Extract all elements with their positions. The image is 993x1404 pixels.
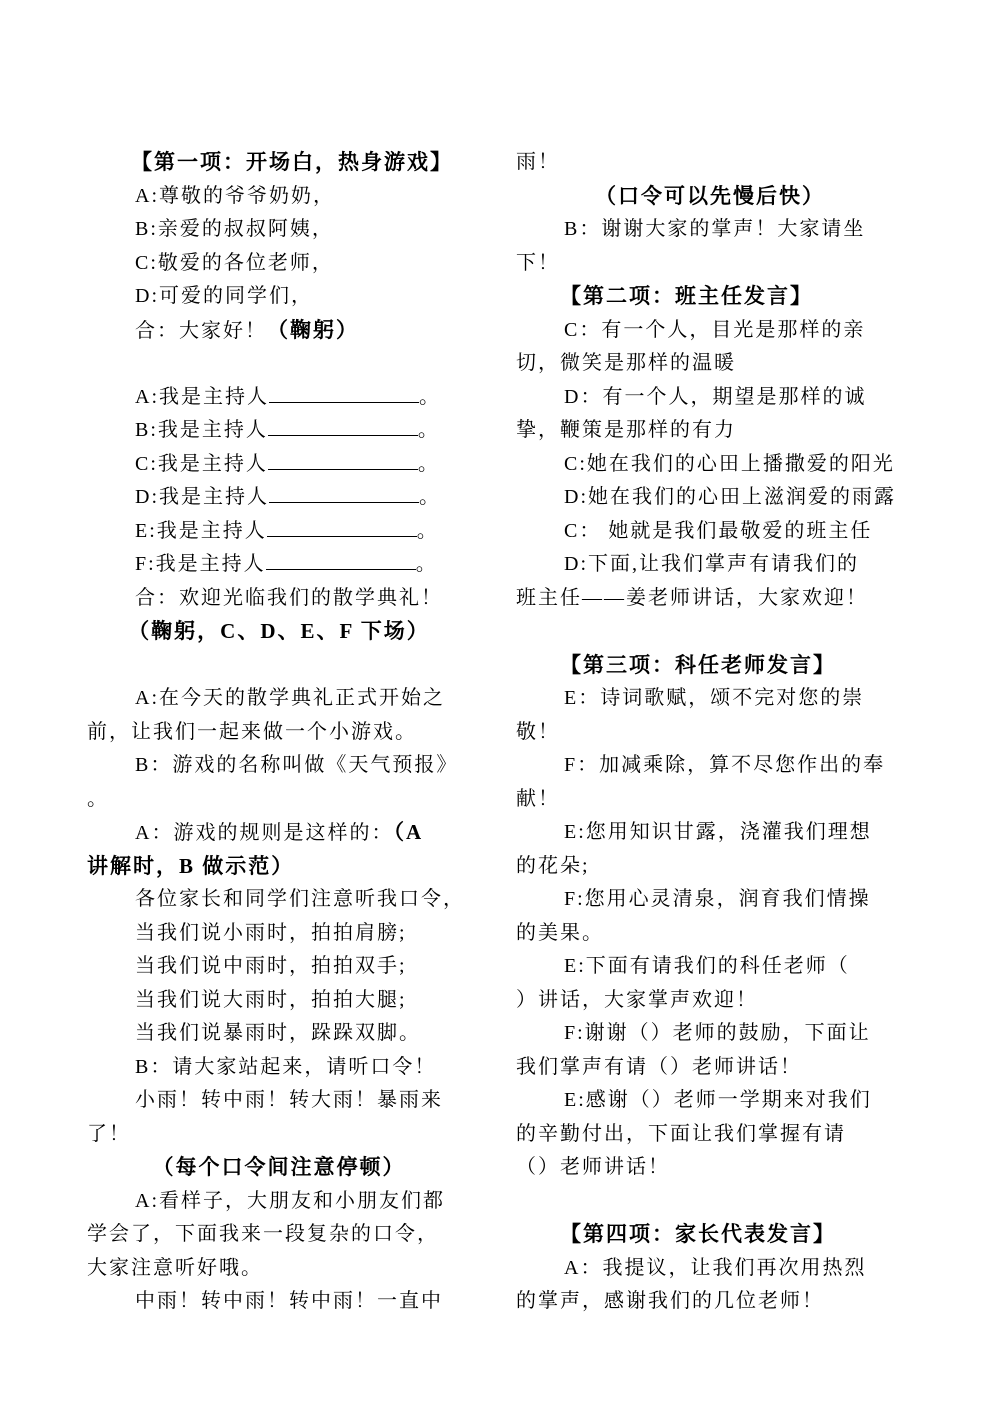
fill-in-blank bbox=[267, 534, 417, 537]
text-line bbox=[87, 180, 471, 214]
text: 小雨！转中雨！转大雨！暴雨来 bbox=[135, 1089, 443, 1111]
text-line bbox=[516, 247, 904, 281]
section-heading bbox=[516, 280, 904, 314]
section-heading bbox=[516, 649, 904, 683]
text-line bbox=[87, 682, 471, 716]
text-line bbox=[87, 1252, 471, 1286]
text: B:我是主持人 bbox=[135, 419, 268, 441]
bold-text: （每个口令间注意停顿） bbox=[152, 1155, 406, 1179]
text-line bbox=[516, 515, 904, 549]
text: B:亲爱的叔叔阿姨， bbox=[135, 218, 334, 240]
section-heading bbox=[516, 1218, 904, 1252]
text-line bbox=[516, 448, 904, 482]
blank-line bbox=[87, 649, 471, 683]
text-line bbox=[516, 1118, 904, 1152]
stage-direction bbox=[87, 1151, 471, 1185]
text-line bbox=[87, 515, 471, 549]
text: D:下面,让我们掌声有请我们的 bbox=[564, 553, 859, 575]
text: A:看样子，大朋友和小朋友们都 bbox=[135, 1189, 445, 1212]
text: 。 bbox=[416, 519, 439, 542]
text: （）老师讲话！ bbox=[516, 1156, 670, 1178]
blank-line bbox=[87, 347, 471, 381]
text-line bbox=[516, 1084, 904, 1118]
text: 挚，鞭策是那样的有力 bbox=[516, 419, 736, 441]
text-line bbox=[87, 213, 471, 247]
fill-in-blank bbox=[269, 500, 419, 503]
text-line bbox=[87, 749, 471, 783]
text: 雨！ bbox=[516, 151, 560, 173]
text-line bbox=[516, 682, 904, 716]
bold-text: 【第四项：家长代表发言】 bbox=[560, 1223, 836, 1246]
text: E:感谢（）老师一学期来对我们 bbox=[564, 1089, 872, 1111]
text: A:尊敬的爷爷奶奶， bbox=[135, 184, 335, 207]
text: 中雨！转中雨！转中雨！一直中 bbox=[135, 1290, 443, 1312]
text-line bbox=[87, 984, 471, 1018]
text-line bbox=[87, 1285, 471, 1319]
text: 。 bbox=[419, 385, 441, 408]
text-line bbox=[516, 381, 904, 415]
text-line bbox=[516, 146, 904, 180]
bold-text: （鞠躬，C、D、E、F 下场） bbox=[128, 619, 430, 643]
text-line bbox=[87, 481, 471, 515]
text: 敬！ bbox=[516, 720, 560, 743]
text: B：谢谢大家的掌声！大家请坐 bbox=[564, 218, 866, 240]
text-line bbox=[516, 917, 904, 951]
text: D：有一个人，期望是那样的诚 bbox=[564, 385, 867, 408]
text: E:我是主持人 bbox=[135, 519, 267, 542]
text-line bbox=[87, 883, 471, 917]
text: C： 她就是我们最敬爱的班主任 bbox=[564, 519, 873, 542]
text: 合：大家好！ bbox=[135, 319, 267, 342]
text-line bbox=[87, 280, 471, 314]
text-line bbox=[87, 1051, 471, 1085]
text: B：请大家站起来，请听口令！ bbox=[135, 1055, 437, 1078]
text-line bbox=[87, 1084, 471, 1118]
text: ）讲话，大家掌声欢迎！ bbox=[516, 988, 758, 1011]
text: C:敬爱的各位老师， bbox=[135, 251, 334, 274]
text: 的掌声，感谢我们的几位老师！ bbox=[516, 1290, 824, 1312]
text: 。 bbox=[417, 452, 440, 475]
text: A:在今天的散学典礼正式开始之 bbox=[135, 687, 445, 709]
text-line bbox=[87, 1017, 471, 1051]
text-line bbox=[87, 816, 471, 850]
text-line bbox=[87, 582, 471, 616]
fill-in-blank bbox=[269, 400, 419, 403]
text-line bbox=[87, 1218, 471, 1252]
bold-text: 【第三项：科任老师发言】 bbox=[560, 653, 836, 677]
text: 。 bbox=[87, 787, 109, 810]
text-line bbox=[516, 783, 904, 817]
text: C:她在我们的心田上播撒爱的阳光 bbox=[564, 452, 895, 475]
text: A：我提议，让我们再次用热烈 bbox=[564, 1256, 867, 1279]
text-line bbox=[87, 1185, 471, 1219]
bold-text: （口令可以先慢后快） bbox=[595, 183, 825, 208]
text-line bbox=[87, 950, 471, 984]
blank-line bbox=[516, 615, 904, 649]
text: 各位家长和同学们注意听我口令， bbox=[135, 888, 465, 910]
bold-text: 讲解时，B 做示范） bbox=[87, 853, 295, 878]
text-line bbox=[87, 314, 471, 348]
text: 的美果。 bbox=[516, 921, 604, 944]
text: D:我是主持人 bbox=[135, 486, 269, 508]
text: 的辛勤付出，下面让我们掌握有请 bbox=[516, 1122, 846, 1145]
text: 的花朵; bbox=[516, 854, 590, 877]
text-line bbox=[516, 213, 904, 247]
text: F:您用心灵清泉，润育我们情操 bbox=[564, 888, 871, 910]
text: 当我们说大雨时，拍拍大腿; bbox=[135, 988, 407, 1011]
text: F：加减乘除，算不尽您作出的奉 bbox=[564, 754, 886, 776]
text-line bbox=[516, 1051, 904, 1085]
text-line bbox=[516, 1285, 904, 1319]
fill-in-blank bbox=[266, 567, 416, 570]
blank-line bbox=[516, 1185, 904, 1219]
bold-text: （鞠躬） bbox=[267, 317, 359, 342]
text: C：有一个人，目光是那样的亲 bbox=[564, 318, 866, 341]
text: 。 bbox=[415, 553, 438, 575]
section-heading bbox=[87, 146, 471, 180]
text: 切，微笑是那样的温暖 bbox=[516, 352, 736, 374]
text-line bbox=[87, 247, 471, 281]
text: E:您用知识甘露，浇灌我们理想 bbox=[564, 821, 872, 843]
text: C:我是主持人 bbox=[135, 452, 268, 475]
text: 当我们说暴雨时，跺跺双脚。 bbox=[135, 1022, 421, 1044]
text-line bbox=[87, 783, 471, 817]
text-line bbox=[87, 448, 471, 482]
text: 。 bbox=[419, 486, 441, 508]
text-line bbox=[516, 314, 904, 348]
text: E:下面有请我们的科任老师（ bbox=[564, 955, 850, 977]
text-line bbox=[516, 548, 904, 582]
text: F:谢谢（）老师的鼓励，下面让 bbox=[564, 1022, 871, 1044]
text: 大家注意听好哦。 bbox=[87, 1256, 263, 1279]
text: D:她在我们的心田上滋润爱的雨露 bbox=[564, 486, 896, 508]
text: 献！ bbox=[516, 787, 560, 810]
text-line bbox=[516, 1252, 904, 1286]
text: 当我们说中雨时，拍拍双手; bbox=[135, 955, 407, 977]
text-line bbox=[516, 481, 904, 515]
text-line bbox=[516, 716, 904, 750]
text: A：游戏的规则是这样的： bbox=[135, 822, 394, 844]
right-column bbox=[516, 146, 904, 1319]
text-line bbox=[87, 1118, 471, 1152]
bold-text: （A bbox=[393, 820, 424, 844]
text: E：诗词歌赋，颂不完对您的崇 bbox=[564, 687, 865, 709]
text-line bbox=[516, 414, 904, 448]
text: 下！ bbox=[516, 251, 560, 274]
stage-direction bbox=[516, 180, 904, 214]
text: 合：欢迎光临我们的散学典礼！ bbox=[135, 586, 443, 609]
fill-in-blank bbox=[268, 433, 418, 436]
text-line bbox=[87, 414, 471, 448]
text-line bbox=[516, 1017, 904, 1051]
left-column bbox=[87, 146, 471, 1319]
text-line bbox=[516, 749, 904, 783]
text-line bbox=[516, 816, 904, 850]
text-line bbox=[516, 582, 904, 616]
stage-direction bbox=[87, 615, 471, 649]
text: 。 bbox=[417, 419, 440, 441]
text: D:可爱的同学们， bbox=[135, 285, 313, 307]
text-line bbox=[516, 850, 904, 884]
text: A:我是主持人 bbox=[135, 385, 269, 408]
text-line bbox=[87, 850, 471, 884]
text-line bbox=[87, 716, 471, 750]
text-line bbox=[87, 548, 471, 582]
bold-text: 【第一项：开场白，热身游戏】 bbox=[131, 151, 453, 174]
text: 前，让我们一起来做一个小游戏。 bbox=[87, 720, 417, 743]
text: F:我是主持人 bbox=[135, 553, 266, 575]
text-line bbox=[516, 984, 904, 1018]
text-line bbox=[516, 347, 904, 381]
text: 当我们说小雨时，拍拍肩膀; bbox=[135, 921, 407, 944]
text-line bbox=[516, 883, 904, 917]
text-line bbox=[516, 1151, 904, 1185]
text: 了！ bbox=[87, 1122, 131, 1145]
fill-in-blank bbox=[268, 467, 418, 470]
text: 学会了，下面我来一段复杂的口令， bbox=[87, 1223, 439, 1245]
text-line bbox=[516, 950, 904, 984]
text: B：游戏的名称叫做《天气预报》 bbox=[135, 754, 459, 776]
bold-text: 【第二项：班主任发言】 bbox=[560, 285, 813, 308]
text-line bbox=[87, 381, 471, 415]
text: 班主任——姜老师讲话，大家欢迎！ bbox=[516, 586, 868, 609]
text: 我们掌声有请（）老师讲话！ bbox=[516, 1055, 802, 1078]
text-line bbox=[87, 917, 471, 951]
